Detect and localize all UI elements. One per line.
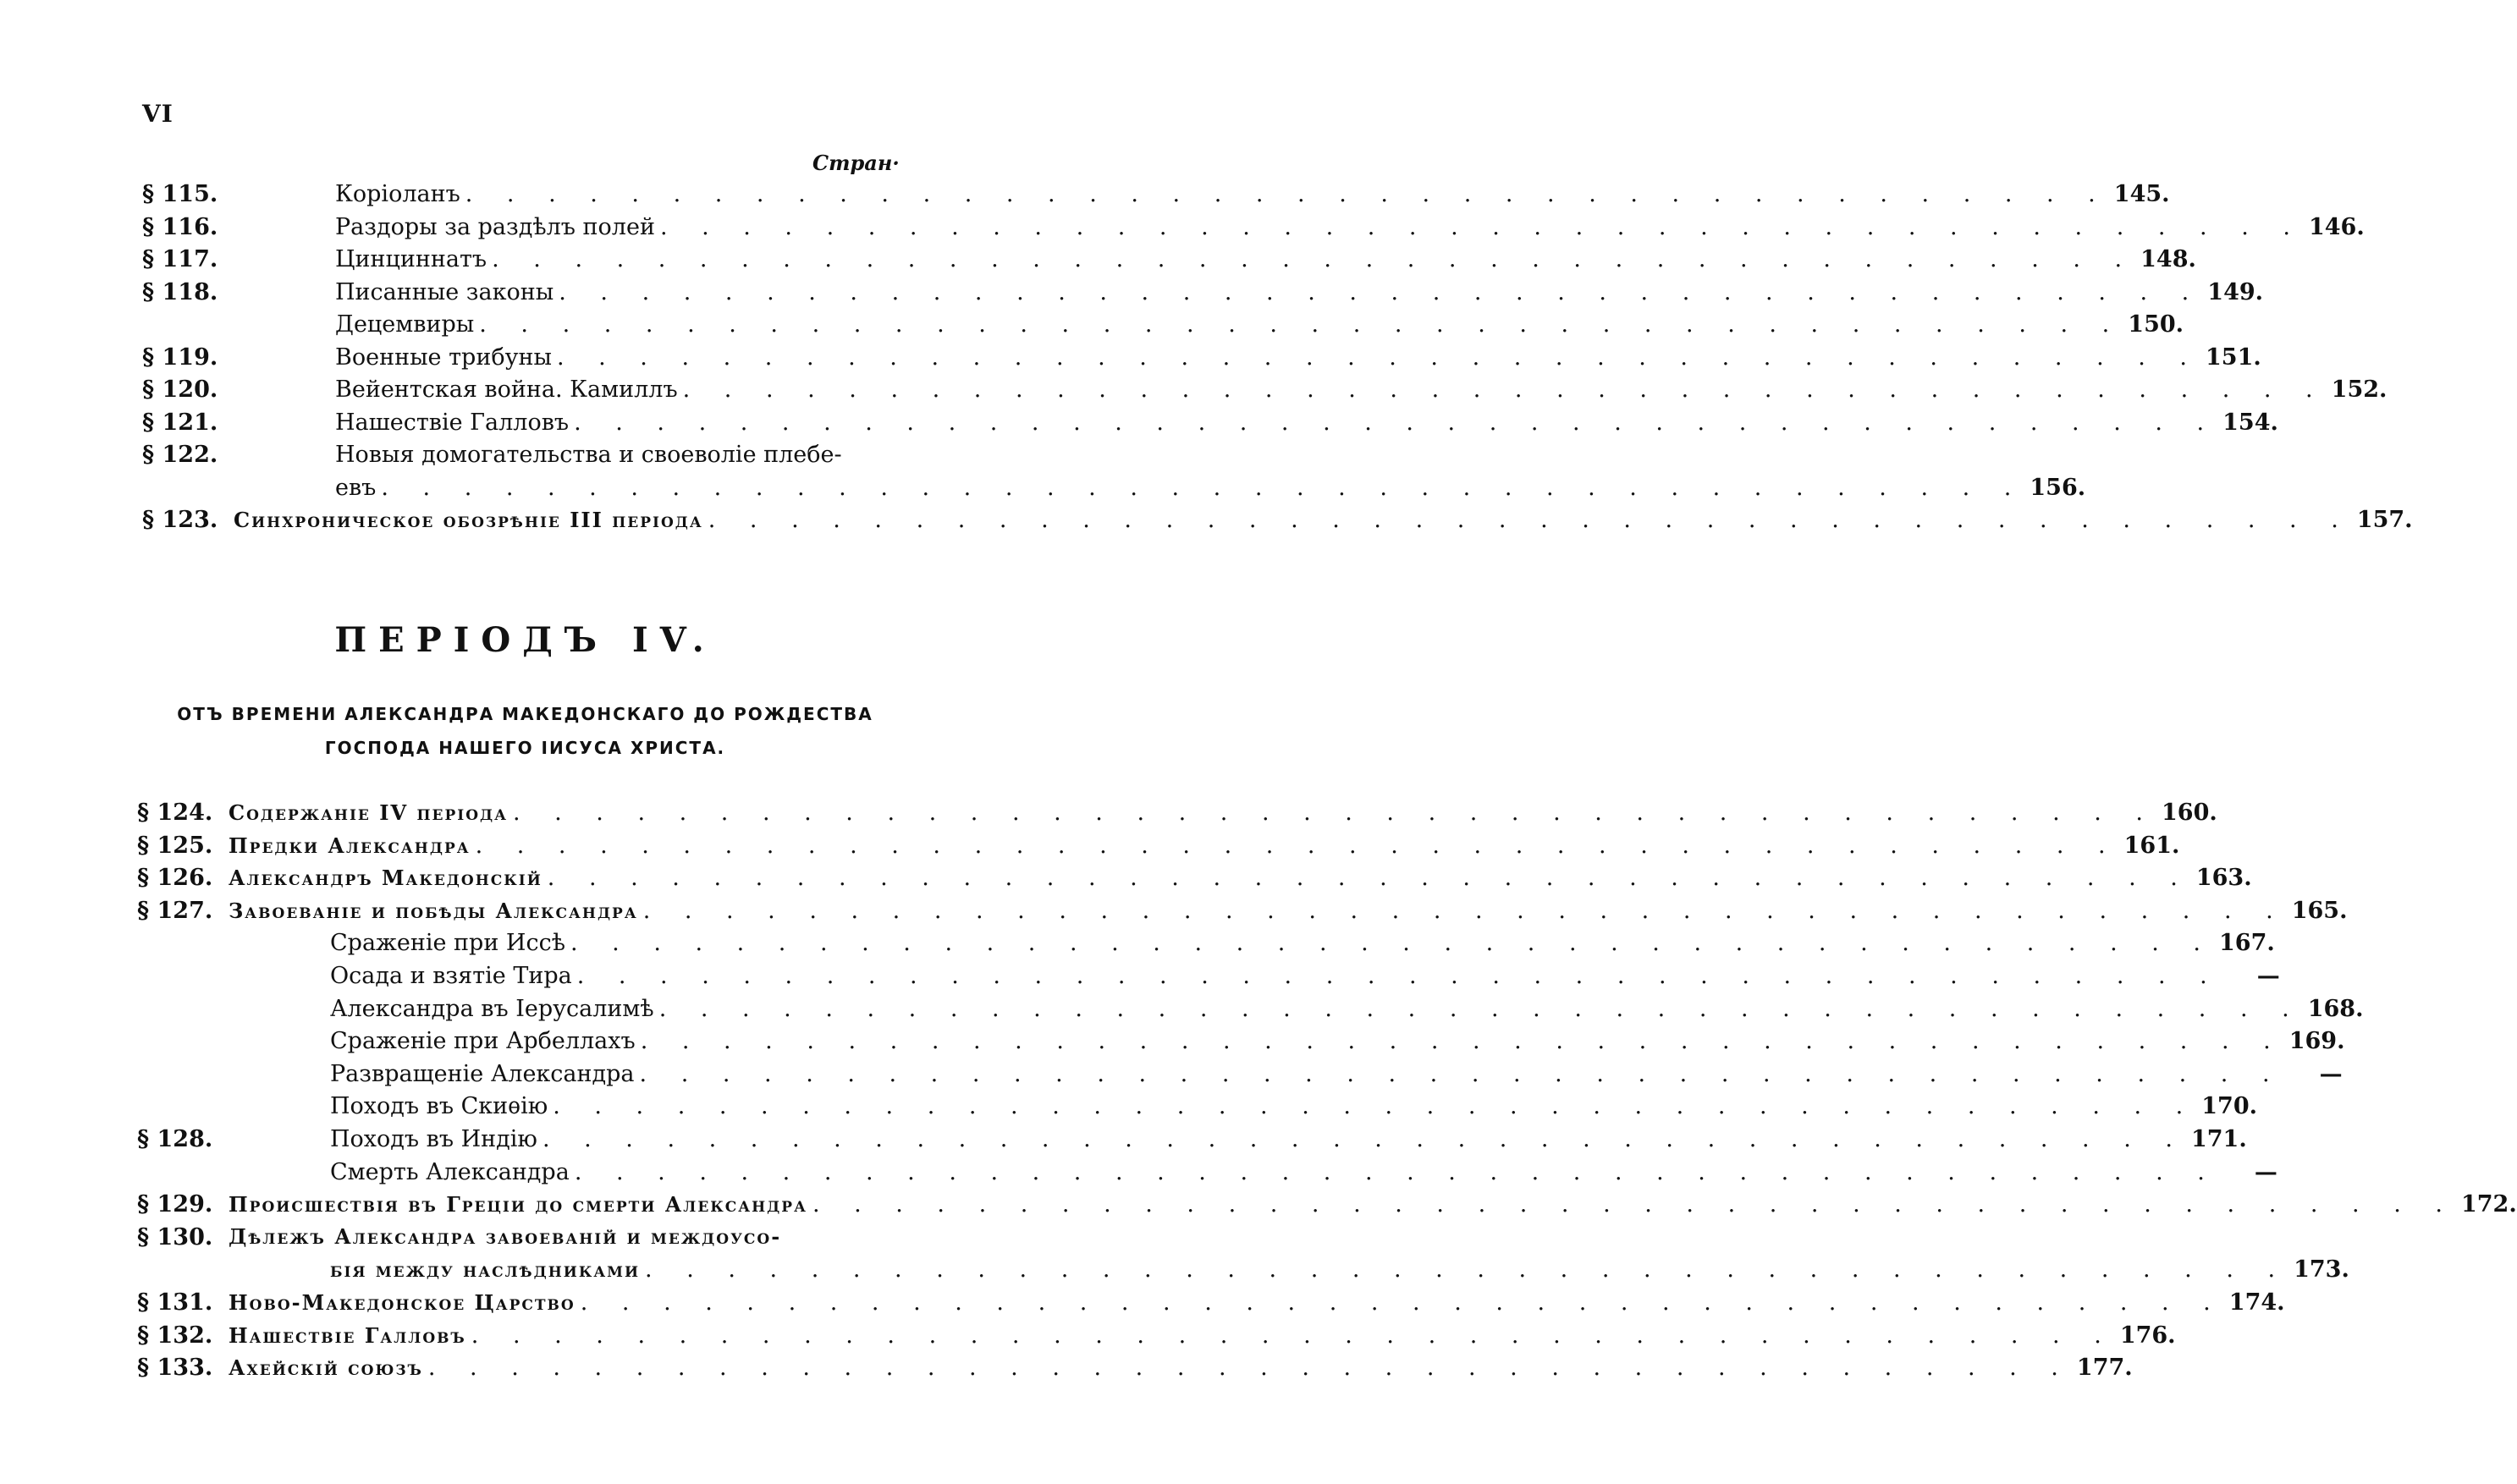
toc-page-number: 176. (2119, 1322, 2176, 1349)
toc-entry-title: Нашествіе Галловъ (229, 1322, 466, 1348)
toc-entry (229, 832, 2180, 859)
toc-entry-title: евъ (335, 474, 377, 501)
period-subtitle-line-1: ОТЪ ВРЕМЕНИ АЛЕКСАНДРА МАКЕДОНСКАГО ДО РОЖДЕСТВА (177, 704, 873, 724)
toc-leader-dots: . . . . . . . . . . . . . . . . . . . . . . . . . . . . . . . . . . . . . . . . (580, 1289, 2224, 1316)
toc-leader-dots: . . . . . . . . . . . . . . . . . . . . . . . . . . . . . . . . . . . . . . . . (381, 474, 2025, 501)
toc-page-number: 150. (2128, 311, 2184, 338)
toc-section-number: § 118. (142, 278, 218, 305)
toc-page-number: 177. (2076, 1355, 2133, 1382)
toc-entry-title: Походъ въ Скиѳію (330, 1093, 548, 1120)
toc-entry-title: Александръ Македонскій (229, 866, 543, 891)
toc-section-number: § 121. (142, 409, 218, 436)
toc-entry (330, 995, 2364, 1022)
toc-section-number: § 127. (137, 897, 213, 924)
toc-entry (335, 311, 2184, 338)
toc-entry (330, 1126, 2247, 1152)
toc-page-number: 148. (2140, 246, 2196, 272)
toc-leader-dots: . . . . . . . . . . . . . . . . . . . . . . . . . . . . . . . . . . . . . . . . (553, 1093, 2197, 1120)
toc-entry-title: Новыя домогательства и своеволіе плебе- (335, 442, 842, 468)
toc-entry (330, 1256, 2349, 1283)
toc-section-number: § 115. (142, 181, 218, 207)
toc-page-number: 170. (2201, 1093, 2258, 1120)
toc-entry-title: Коріоланъ (335, 181, 460, 207)
toc-entry-title: Цинциннатъ (335, 246, 487, 272)
toc-page-number: — (2319, 1060, 2343, 1087)
toc-entry-title: Синхроническое обозрѣніе III періода (234, 508, 703, 532)
toc-leader-dots: . . . . . . . . . . . . . . . . . . . . . . . . . . . . . . . . . . . . . . . . (640, 1028, 2284, 1055)
toc-section-number: § 124. (137, 800, 213, 826)
toc-entry (330, 930, 2275, 957)
toc-leader-dots: . . . . . . . . . . . . . . . . . . . . . . . . . . . . . . . . . . . . . . . . (479, 311, 2123, 338)
toc-leader-dots: . . . . . . . . . . . . . . . . . . . . . . . . . . . . . . . . . . . . . . . . (427, 1355, 2072, 1382)
toc-section-number: § 117. (142, 246, 218, 272)
toc-section-number: § 120. (142, 376, 218, 403)
toc-leader-dots: . . . . . . . . . . . . . . . . . . . . . . . . . . . . . . . . . . . . . . . . (556, 344, 2200, 371)
toc-entry-title: Александра въ Іерусалимѣ (330, 995, 654, 1022)
toc-page-number: — (2256, 963, 2280, 989)
toc-section-number: § 131. (137, 1289, 213, 1316)
toc-page-number: 169. (2288, 1028, 2345, 1055)
toc-entry (330, 1158, 2277, 1185)
toc-leader-dots: . . . . . . . . . . . . . . . . . . . . . . . . . . . . . . . . . . . . . . . . (471, 1322, 2115, 1349)
toc-entry-title: Раздоры за раздѣлъ полей (335, 213, 655, 240)
toc-leader-dots: . . . . . . . . . . . . . . . . . . . . . . . . . . . . . . . . . . . . . . . . (512, 800, 2156, 826)
page-column-header: Стран· (812, 151, 900, 175)
toc-entry (335, 409, 2278, 436)
toc-page-number: 156. (2030, 474, 2086, 501)
toc-entry-title: Военные трибуны (335, 344, 552, 371)
toc-page-number: 172. (2460, 1191, 2517, 1218)
toc-leader-dots: . . . . . . . . . . . . . . . . . . . . . . . . . . . . . . . . . . . . . . . . (574, 409, 2218, 436)
toc-entry (335, 278, 2264, 305)
toc-page-number: 167. (2219, 930, 2275, 957)
toc-entry (335, 181, 2170, 207)
toc-entry-title: Ново-Македонское Царство (229, 1290, 576, 1315)
toc-entry-title: Дѣлежъ Александра завоеваній и междоусо- (229, 1223, 782, 1249)
toc-leader-dots: . . . . . . . . . . . . . . . . . . . . . . . . . . . . . . . . . . . . . . . . (570, 930, 2215, 957)
toc-entry (229, 1355, 2133, 1382)
toc-entry (229, 865, 2252, 892)
toc-page-number: 161. (2123, 832, 2180, 859)
toc-entry-title: Смерть Александра (330, 1158, 570, 1185)
toc-entry-title: Ахейскій союзъ (229, 1355, 423, 1381)
toc-entry (335, 246, 2196, 272)
toc-page-number: 171. (2190, 1126, 2247, 1152)
toc-section-number: § 126. (137, 865, 213, 892)
toc-section-number: § 122. (142, 442, 218, 468)
toc-entry-title: бія между наслѣдниками (330, 1257, 641, 1283)
toc-entry (229, 1289, 2285, 1316)
toc-page-number: 163. (2195, 865, 2252, 892)
toc-leader-dots: . . . . . . . . . . . . . . . . . . . . . . . . . . . . . . . . . . . . . . . . (642, 897, 2287, 924)
toc-entry-title: Децемвиры (335, 311, 475, 338)
toc-entry (335, 344, 2261, 371)
toc-section-number: § 132. (137, 1322, 213, 1349)
toc-leader-dots: . . . . . . . . . . . . . . . . . . . . . . . . . . . . . . . . . . . . . . . . (659, 213, 2304, 240)
toc-entry-title: Нашествіе Галловъ (335, 409, 570, 436)
toc-section-number: § 128. (137, 1126, 213, 1152)
toc-entry-title: Содержаніе IV періода (229, 800, 508, 825)
toc-page-number: 160. (2162, 800, 2217, 826)
toc-page-number: 173. (2294, 1256, 2349, 1283)
toc-entry (330, 963, 2280, 989)
toc-section-number: § 125. (137, 832, 213, 859)
toc-entry-title: Походъ въ Индію (330, 1126, 537, 1152)
toc-section-number: § 133. (137, 1355, 213, 1382)
toc-leader-dots: . . . . . . . . . . . . . . . . . . . . . . . . . . . . . . . . . . . . . . . . (576, 963, 2221, 989)
toc-page-number: 168. (2307, 995, 2364, 1022)
toc-leader-dots: . . . . . . . . . . . . . . . . . . . . . . . . . . . . . . . . . . . . . . . . (645, 1256, 2289, 1283)
toc-page-number: 154. (2222, 409, 2278, 436)
toc-entry (229, 1322, 2176, 1349)
toc-entry (330, 1028, 2345, 1055)
period-title: ПЕРІОДЪ IV. (334, 620, 716, 660)
toc-leader-dots: . . . . . . . . . . . . . . . . . . . . . . . . . . . . . . . . . . . . . . . . (682, 376, 2327, 403)
toc-entry (335, 442, 914, 468)
toc-leader-dots: . . . . . . . . . . . . . . . . . . . . . . . . . . . . . . . . . . . . . . . . (542, 1126, 2186, 1152)
toc-page-number: 174. (2228, 1289, 2285, 1316)
toc-entry (330, 1093, 2258, 1120)
toc-entry (335, 474, 2086, 501)
page-number: VI (142, 100, 173, 128)
toc-entry-title: Осада и взятіе Тира (330, 963, 572, 989)
toc-entry-title: Вейентская война. Камиллъ (335, 376, 678, 403)
toc-entry-title: Завоеваніе и побѣды Александра (229, 898, 638, 923)
toc-leader-dots: . . . . . . . . . . . . . . . . . . . . . . . . . . . . . . . . . . . . . . . . (547, 865, 2191, 892)
period-subtitle-line-2: ГОСПОДА НАШЕГО ІИСУСА ХРИСТА. (324, 738, 726, 758)
toc-section-number: § 130. (137, 1223, 213, 1250)
toc-leader-dots: . . . . . . . . . . . . . . . . . . . . . . . . . . . . . . . . . . . . . . . . (475, 832, 2119, 859)
toc-entry (335, 376, 2388, 403)
toc-section-number: § 116. (142, 213, 218, 240)
toc-leader-dots: . . . . . . . . . . . . . . . . . . . . . . . . . . . . . . . . . . . . . . . . (812, 1191, 2456, 1218)
toc-entry (335, 213, 2365, 240)
toc-page-number: 165. (2291, 897, 2348, 924)
toc-page-number: 152. (2331, 376, 2388, 403)
toc-entry-title: Сраженіе при Иссѣ (330, 930, 565, 957)
toc-section-number: § 129. (137, 1191, 213, 1218)
toc-section-number: § 123. (142, 507, 218, 533)
toc-entry-title: Писанные законы (335, 278, 554, 305)
toc-entry (330, 1060, 2343, 1087)
toc-page-number: 146. (2308, 213, 2365, 240)
toc-leader-dots: . . . . . . . . . . . . . . . . . . . . . . . . . . . . . . . . . . . . . . . . (492, 246, 2136, 272)
toc-leader-dots: . . . . . . . . . . . . . . . . . . . . . . . . . . . . . . . . . . . . . . . . (658, 995, 2303, 1022)
toc-entry-title: Развращеніе Александра (330, 1060, 635, 1087)
toc-page-number: 157. (2356, 507, 2413, 533)
toc-leader-dots: . . . . . . . . . . . . . . . . . . . . . . . . . . . . . . . . . . . . . . . . (708, 507, 2352, 533)
toc-section-number: § 119. (142, 344, 218, 371)
toc-leader-dots: . . . . . . . . . . . . . . . . . . . . . . . . . . . . . . . . . . . . . . . . (574, 1158, 2218, 1185)
toc-page-number: — (2254, 1158, 2277, 1185)
toc-page-number: 145. (2113, 181, 2170, 207)
toc-page-number: 151. (2206, 344, 2261, 371)
toc-entry-title: Происшествія въ Греціи до смерти Александра (229, 1192, 807, 1217)
toc-leader-dots: . . . . . . . . . . . . . . . . . . . . . . . . . . . . . . . . . . . . . . . . (559, 278, 2203, 305)
toc-entry (234, 507, 2413, 533)
toc-entry (229, 1191, 2517, 1218)
toc-entry (229, 800, 2217, 826)
toc-entry-title: Сраженіе при Арбеллахъ (330, 1028, 636, 1055)
toc-leader-dots: . . . . . . . . . . . . . . . . . . . . . . . . . . . . . . . . . . . . . . . . (639, 1060, 2283, 1087)
toc-entry-title: Предки Александра (229, 833, 471, 858)
toc-entry (229, 1224, 910, 1249)
toc-page-number: 149. (2207, 278, 2264, 305)
toc-leader-dots: . . . . . . . . . . . . . . . . . . . . . . . . . . . . . . . . . . . . . . . . (465, 181, 2109, 207)
toc-entry (229, 897, 2348, 924)
